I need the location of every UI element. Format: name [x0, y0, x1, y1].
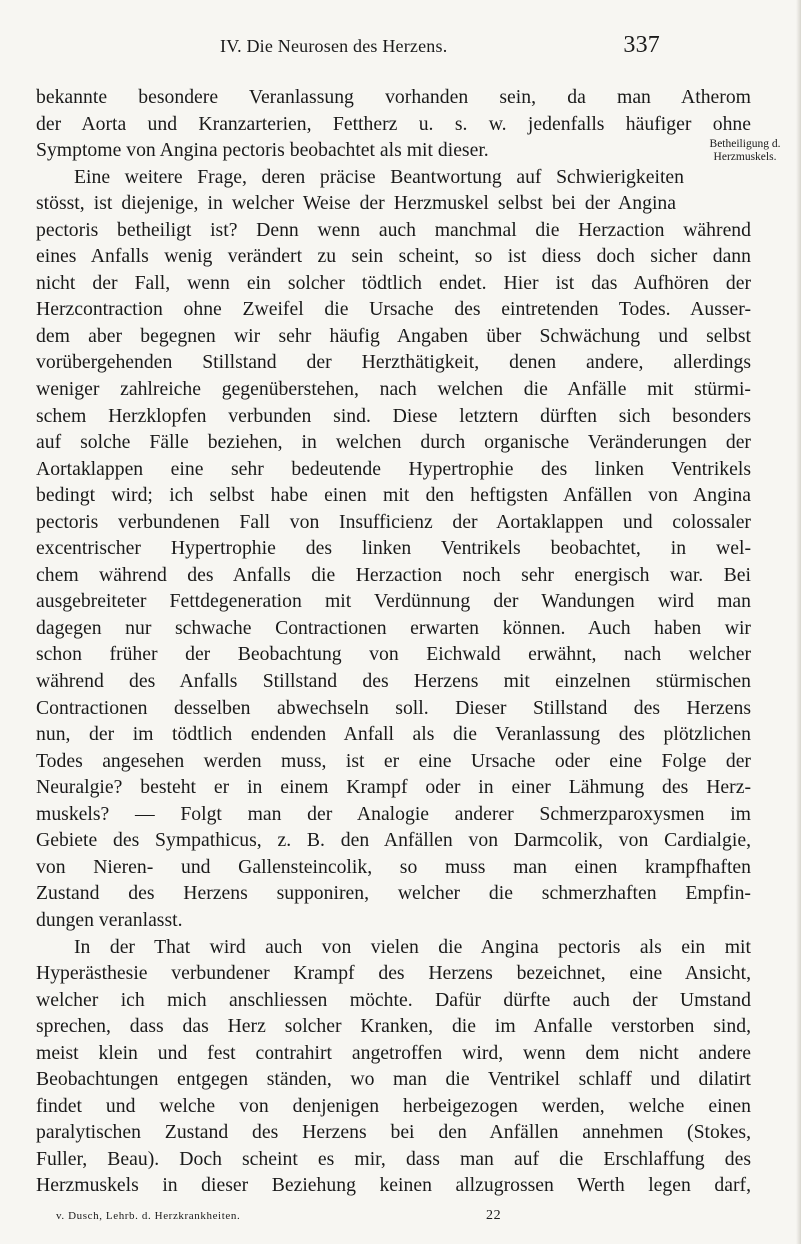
text-line: der Aorta und Kranzarterien, Fettherz u. s. w. jedenfalls häufiger ohne: [36, 112, 751, 135]
text-line: stösst, ist diejenige, in welcher Weise der Herzmuskel selbst bei der Angina: [36, 192, 676, 215]
text-line: bedingt wird; ich selbst habe einen mit den heftigsten Anfällen von Angina: [36, 484, 751, 507]
text-line: Herzmuskels in dieser Beziehung keinen allzugrossen Werth legen darf,: [36, 1174, 751, 1197]
page-edge-shadow: [796, 0, 801, 1244]
text-line: Eine weitere Frage, deren präcise Beantwortung auf Schwierigkeiten: [74, 165, 684, 188]
text-line: sprechen, dass das Herz solcher Kranken, die im Anfalle verstorben sind,: [36, 1015, 751, 1038]
text-line: Fuller, Beau). Doch scheint es mir, dass man auf die Erschlaffung des: [36, 1147, 751, 1170]
text-line: Hyperästhesie verbundener Krampf des Herzens bezeichnet, eine Ansicht,: [36, 962, 751, 985]
text-line: In der That wird auch von vielen die Angina pectoris als ein mit: [74, 935, 751, 958]
text-line: welcher ich mich anschliessen möchte. Dafür dürfte auch der Umstand: [36, 988, 751, 1011]
marginal-note-line: Betheiligung d.: [709, 138, 781, 150]
text-line: Aortaklappen eine sehr bedeutende Hypertrophie des linken Ventrikels: [36, 457, 751, 480]
signature-mark: 22: [486, 1208, 502, 1223]
text-line: auf solche Fälle beziehen, in welchen durch organische Veränderungen der: [36, 431, 751, 454]
text-line: chem während des Anfalls die Herzaction noch sehr energisch war. Bei: [36, 563, 751, 586]
body-text: [36, 84, 751, 1199]
text-line: nicht der Fall, wenn ein solcher tödtlich endet. Hier ist das Aufhören der: [36, 271, 751, 294]
text-line: bekannte besondere Veranlassung vorhanden sein, da man Atherom: [36, 86, 751, 108]
text-line: Gebiete des Sympathicus, z. B. den Anfällen von Darmcolik, von Cardialgie,: [36, 829, 751, 852]
page-footer: [56, 1208, 502, 1223]
page-header: [220, 32, 660, 58]
text-line: Neuralgie? besteht er in einem Krampf oder in einer Lähmung des Herz-: [36, 776, 751, 799]
text-line: Zustand des Herzens supponiren, welcher die schmerzhaften Empfin-: [36, 882, 751, 905]
text-line: weniger zahlreiche gegenüberstehen, nach welchen die Anfälle mit stürmi-: [36, 378, 751, 401]
text-line: während des Anfalls Stillstand des Herzens mit einzelnen stürmischen: [36, 670, 751, 693]
marginal-note-line: Herzmuskels.: [713, 151, 777, 163]
text-line: Symptome von Angina pectoris beobachtet als mit dieser.: [36, 139, 489, 162]
text-line: Beobachtungen entgegen ständen, wo man die Ventrikel schlaff und dilatirt: [36, 1068, 751, 1091]
text-line: eines Anfalls wenig verändert zu sein scheint, so ist diess doch sicher dann: [36, 245, 751, 268]
text-line: findet und welche von denjenigen herbeigezogen werden, welche einen: [36, 1094, 751, 1117]
text-line: schon früher der Beobachtung von Eichwald erwähnt, nach welcher: [36, 643, 751, 666]
footer-text: v. Dusch, Lehrb. d. Herzkrankheiten.: [56, 1210, 241, 1222]
text-line: nun, der im tödtlich endenden Anfall als die Veranlassung des plötzlichen: [36, 723, 751, 746]
text-line: vorübergehenden Stillstand der Herzthätigkeit, denen andere, allerdings: [36, 351, 751, 374]
text-line: Todes angesehen werden muss, ist er eine Ursache oder eine Folge der: [36, 749, 751, 772]
page-number: 337: [623, 32, 660, 58]
text-line: Contractionen desselben abwechseln soll. Dieser Stillstand des Herzens: [36, 696, 751, 719]
text-line: von Nieren- und Gallensteincolik, so muss man einen krampfhaften: [36, 855, 751, 878]
text-line: ausgebreiteter Fettdegeneration mit Verdünnung der Wandungen wird man: [36, 590, 751, 613]
text-line: muskels? — Folgt man der Analogie anderer Schmerzparoxysmen im: [36, 802, 751, 825]
text-line: paralytischen Zustand des Herzens bei den Anfällen annehmen (Stokes,: [36, 1121, 751, 1144]
text-line: dungen veranlasst.: [36, 908, 183, 931]
text-line: Herzcontraction ohne Zweifel die Ursache des eintretenden Todes. Ausser-: [36, 298, 751, 321]
text-line: dagegen nur schwache Contractionen erwarten können. Auch haben wir: [36, 616, 751, 639]
text-line: meist klein und fest contrahirt angetroffen wird, wenn dem nicht andere: [36, 1041, 751, 1064]
text-line: excentrischer Hypertrophie des linken Ventrikels beobachtet, in wel-: [36, 537, 751, 560]
text-line: pectoris verbundenen Fall von Insufficienz der Aortaklappen und colossaler: [36, 510, 751, 533]
text-line: dem aber begegnen wir sehr häufig Angaben über Schwächung und selbst: [36, 324, 751, 347]
running-title: IV. Die Neurosen des Herzens.: [220, 36, 448, 56]
text-line: pectoris betheiligt ist? Denn wenn auch manchmal die Herzaction während: [36, 218, 751, 241]
text-line: schem Herzklopfen verbunden sind. Diese letztern dürften sich besonders: [36, 404, 751, 427]
